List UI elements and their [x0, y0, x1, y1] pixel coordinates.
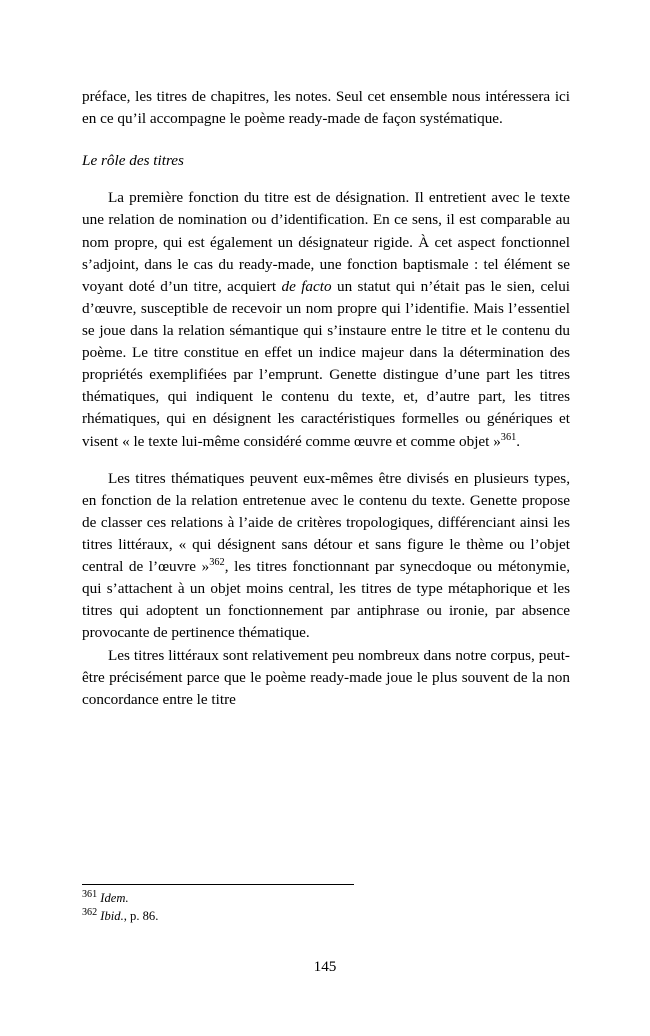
footnote-text-italic: Ibid.	[100, 908, 124, 923]
footnote-item	[82, 890, 570, 908]
footnote-text-italic: Idem.	[100, 891, 129, 905]
paragraph-intro: préface, les titres de chapitres, les notes. Seul cet ensemble nous intéressera ici en ce qu’il accompagne le poème ready-made de façon systématique.	[82, 88, 570, 128]
footnote-item	[82, 908, 570, 926]
spacer	[82, 453, 570, 468]
page-number: 145	[313, 958, 337, 975]
text-run: un statut qui n’était pas le sien, celui d’œuvre, susceptible de recevoir un nom propre qui l’identifie. Mais l’essentiel se joue dans la relation sémantique qui s’instaure entre le titre et le contenu du poème. Le titre constitue en effet un indice majeur dans la détermination des propriétés exemplifiées par l’emprunt. Genette distingue d’une part les titres thématiques, qui indiquent le contenu du texte, et, d’autre part, les titres rhématiques, qui en désignent les caractéristiques formelles ou génériques et visent « le texte lui-même considéré comme œuvre et comme objet »	[82, 277, 571, 450]
footnote-text: , p. 86.	[123, 908, 159, 923]
footnotes	[82, 884, 570, 926]
footnote-separator	[82, 884, 354, 885]
text-run-italic: de facto	[281, 277, 332, 295]
footnote-number: 361	[82, 888, 98, 900]
section-heading: Le rôle des titres	[82, 152, 184, 170]
spacer	[82, 130, 570, 150]
footnote-number: 362	[82, 906, 98, 918]
footnote-reference-362[interactable]: 362	[209, 557, 225, 569]
page-body	[82, 86, 570, 711]
text-run: La première fonction du titre est de désignation. Il entretient avec le texte une relation de nomination ou d’identification. En ce sens, il est comparable au nom propre, qui est également un désignateur rigide. À cet aspect fonctionnel s’adjoint, dans le cas du ready-made, une fonction baptismale : tel élément se voyant doté d’un titre, acquiert	[82, 189, 570, 295]
text-run: .	[516, 432, 521, 450]
footnote-reference-361[interactable]: 361	[500, 431, 517, 443]
paragraph-thematic-titles	[82, 468, 570, 645]
paragraph-title-function	[82, 187, 570, 452]
text-run: , les titres fonctionnant par synecdoque ou métonymie, qui s’attachent à un objet moins central, les titres de type métaphorique et les titres qui adoptent un fonctionnement par antiphrase ou ironie, par absence provocante de pertinence thématique.	[82, 558, 570, 642]
spacer	[82, 172, 570, 187]
paragraph-literal-titles: Les titres littéraux sont relativement peu nombreux dans notre corpus, peut-être précisément parce que le poème ready-made joue le plus souvent de la non concordance entre le titre	[82, 646, 570, 708]
text-run: Les titres thématiques peuvent eux-mêmes être divisés en plusieurs types, en fonction de la relation entretenue avec le contenu du texte. Genette propose de classer ces relations à l’aide de critères tropologiques, différenciant ainsi les titres littéraux, « qui désignent sans détour et sans figure le thème ou l’objet central de l’œuvre »	[82, 469, 570, 576]
